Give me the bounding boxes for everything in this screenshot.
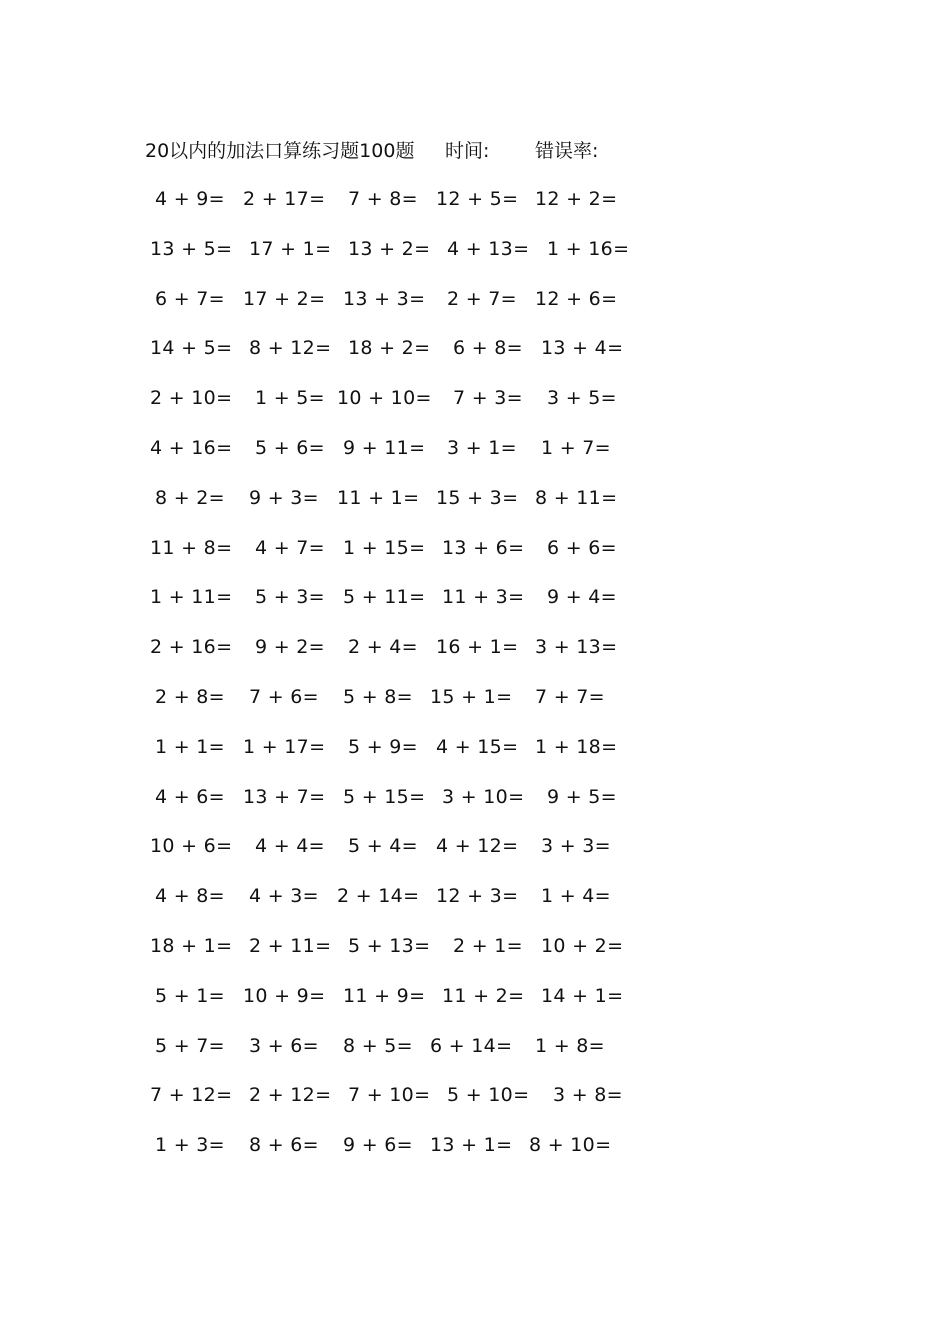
problem-item: 4 + 12= xyxy=(436,835,519,858)
problem-row xyxy=(0,286,950,336)
problem-item: 3 + 6= xyxy=(249,1034,319,1057)
problem-item: 3 + 8= xyxy=(553,1084,623,1107)
problem-item: 2 + 14= xyxy=(337,885,420,908)
problem-row xyxy=(0,535,950,585)
problem-item: 1 + 8= xyxy=(535,1034,605,1057)
problem-row xyxy=(0,435,950,485)
problem-item: 12 + 2= xyxy=(535,188,618,210)
problem-item: 5 + 6= xyxy=(255,436,325,459)
problem-item: 7 + 6= xyxy=(249,685,319,708)
problem-item: 13 + 7= xyxy=(243,785,326,808)
problem-item: 18 + 1= xyxy=(150,934,233,957)
problem-item: 1 + 17= xyxy=(243,735,326,758)
problem-item: 11 + 9= xyxy=(343,984,426,1007)
problem-item: 15 + 1= xyxy=(430,685,513,708)
problem-row xyxy=(0,983,950,1033)
problem-item: 17 + 1= xyxy=(249,237,332,260)
problem-row xyxy=(0,784,950,834)
problem-item: 17 + 2= xyxy=(243,287,326,310)
problem-item: 4 + 16= xyxy=(150,436,233,459)
problem-row xyxy=(0,485,950,535)
problem-item: 6 + 7= xyxy=(155,287,225,310)
problem-item: 13 + 5= xyxy=(150,237,233,260)
problem-item: 4 + 3= xyxy=(249,885,319,908)
problem-item: 2 + 8= xyxy=(155,685,225,708)
problem-item: 12 + 3= xyxy=(436,885,519,908)
problem-item: 8 + 6= xyxy=(249,1134,319,1157)
problem-item: 7 + 3= xyxy=(453,387,523,410)
problem-item: 9 + 2= xyxy=(255,636,325,659)
problem-row xyxy=(0,385,950,435)
problem-row xyxy=(0,684,950,734)
problem-item: 6 + 8= xyxy=(453,337,523,360)
problem-item: 5 + 11= xyxy=(343,586,426,609)
problem-row xyxy=(0,584,950,634)
problem-item: 3 + 1= xyxy=(447,436,517,459)
problem-item: 9 + 6= xyxy=(343,1134,413,1157)
problem-item: 3 + 10= xyxy=(442,785,525,808)
problem-item: 3 + 5= xyxy=(547,387,617,410)
problem-item: 10 + 6= xyxy=(150,835,233,858)
problem-item: 4 + 6= xyxy=(155,785,225,808)
problem-row xyxy=(0,634,950,684)
problem-item: 8 + 11= xyxy=(535,486,618,509)
problem-item: 2 + 12= xyxy=(249,1084,332,1107)
problem-row xyxy=(0,1132,950,1182)
problem-item: 2 + 7= xyxy=(447,287,517,310)
problem-item: 9 + 5= xyxy=(547,785,617,808)
problem-item: 3 + 3= xyxy=(541,835,611,858)
problem-item: 5 + 1= xyxy=(155,984,225,1007)
problem-grid xyxy=(0,186,950,1182)
problem-item: 7 + 8= xyxy=(348,188,418,210)
problem-item: 1 + 18= xyxy=(535,735,618,758)
problem-item: 5 + 13= xyxy=(348,934,431,957)
problem-row xyxy=(0,933,950,983)
problem-item: 4 + 15= xyxy=(436,735,519,758)
problem-item: 13 + 1= xyxy=(430,1134,513,1157)
problem-item: 14 + 1= xyxy=(541,984,624,1007)
problem-item: 11 + 8= xyxy=(150,536,233,559)
worksheet-title: 20以内的加法口算练习题100题 xyxy=(145,140,415,162)
problem-item: 12 + 6= xyxy=(535,287,618,310)
problem-item: 9 + 4= xyxy=(547,586,617,609)
problem-item: 3 + 13= xyxy=(535,636,618,659)
problem-item: 1 + 11= xyxy=(150,586,233,609)
problem-item: 4 + 4= xyxy=(255,835,325,858)
problem-item: 2 + 1= xyxy=(453,934,523,957)
problem-item: 5 + 15= xyxy=(343,785,426,808)
problem-item: 11 + 2= xyxy=(442,984,525,1007)
problem-item: 8 + 2= xyxy=(155,486,225,509)
problem-item: 13 + 3= xyxy=(343,287,426,310)
problem-row xyxy=(0,833,950,883)
problem-item: 1 + 5= xyxy=(255,387,325,410)
problem-item: 8 + 10= xyxy=(529,1134,612,1157)
problem-item: 4 + 8= xyxy=(155,885,225,908)
problem-item: 5 + 4= xyxy=(348,835,418,858)
problem-item: 2 + 17= xyxy=(243,188,326,210)
problem-item: 6 + 14= xyxy=(430,1034,513,1057)
problem-item: 4 + 7= xyxy=(255,536,325,559)
problem-item: 13 + 2= xyxy=(348,237,431,260)
problem-row xyxy=(0,335,950,385)
problem-item: 1 + 15= xyxy=(343,536,426,559)
problem-row xyxy=(0,883,950,933)
problem-row xyxy=(0,734,950,784)
problem-item: 1 + 4= xyxy=(541,885,611,908)
problem-item: 2 + 10= xyxy=(150,387,233,410)
problem-item: 1 + 3= xyxy=(155,1134,225,1157)
problem-item: 9 + 11= xyxy=(343,436,426,459)
problem-item: 10 + 10= xyxy=(337,387,432,410)
problem-item: 12 + 5= xyxy=(436,188,519,210)
time-label: 时间: xyxy=(445,140,490,162)
problem-item: 2 + 16= xyxy=(150,636,233,659)
problem-row xyxy=(0,186,950,236)
problem-item: 4 + 13= xyxy=(447,237,530,260)
problem-item: 5 + 8= xyxy=(343,685,413,708)
problem-item: 9 + 3= xyxy=(249,486,319,509)
problem-item: 11 + 3= xyxy=(442,586,525,609)
error-rate-label: 错误率: xyxy=(535,140,599,162)
problem-item: 8 + 5= xyxy=(343,1034,413,1057)
problem-item: 2 + 4= xyxy=(348,636,418,659)
problem-item: 1 + 1= xyxy=(155,735,225,758)
problem-row xyxy=(0,1082,950,1132)
problem-item: 7 + 7= xyxy=(535,685,605,708)
problem-item: 5 + 10= xyxy=(447,1084,530,1107)
problem-item: 1 + 16= xyxy=(547,237,630,260)
problem-item: 10 + 9= xyxy=(243,984,326,1007)
problem-item: 2 + 11= xyxy=(249,934,332,957)
problem-item: 14 + 5= xyxy=(150,337,233,360)
problem-item: 10 + 2= xyxy=(541,934,624,957)
problem-item: 16 + 1= xyxy=(436,636,519,659)
problem-item: 18 + 2= xyxy=(348,337,431,360)
problem-item: 13 + 4= xyxy=(541,337,624,360)
problem-item: 11 + 1= xyxy=(337,486,420,509)
problem-item: 5 + 9= xyxy=(348,735,418,758)
problem-item: 1 + 7= xyxy=(541,436,611,459)
problem-item: 7 + 12= xyxy=(150,1084,233,1107)
problem-item: 13 + 6= xyxy=(442,536,525,559)
problem-row xyxy=(0,1033,950,1083)
problem-item: 8 + 12= xyxy=(249,337,332,360)
problem-item: 4 + 9= xyxy=(155,188,225,210)
problem-item: 15 + 3= xyxy=(436,486,519,509)
problem-item: 6 + 6= xyxy=(547,536,617,559)
problem-item: 5 + 3= xyxy=(255,586,325,609)
problem-item: 5 + 7= xyxy=(155,1034,225,1057)
problem-item: 7 + 10= xyxy=(348,1084,431,1107)
problem-row xyxy=(0,236,950,286)
